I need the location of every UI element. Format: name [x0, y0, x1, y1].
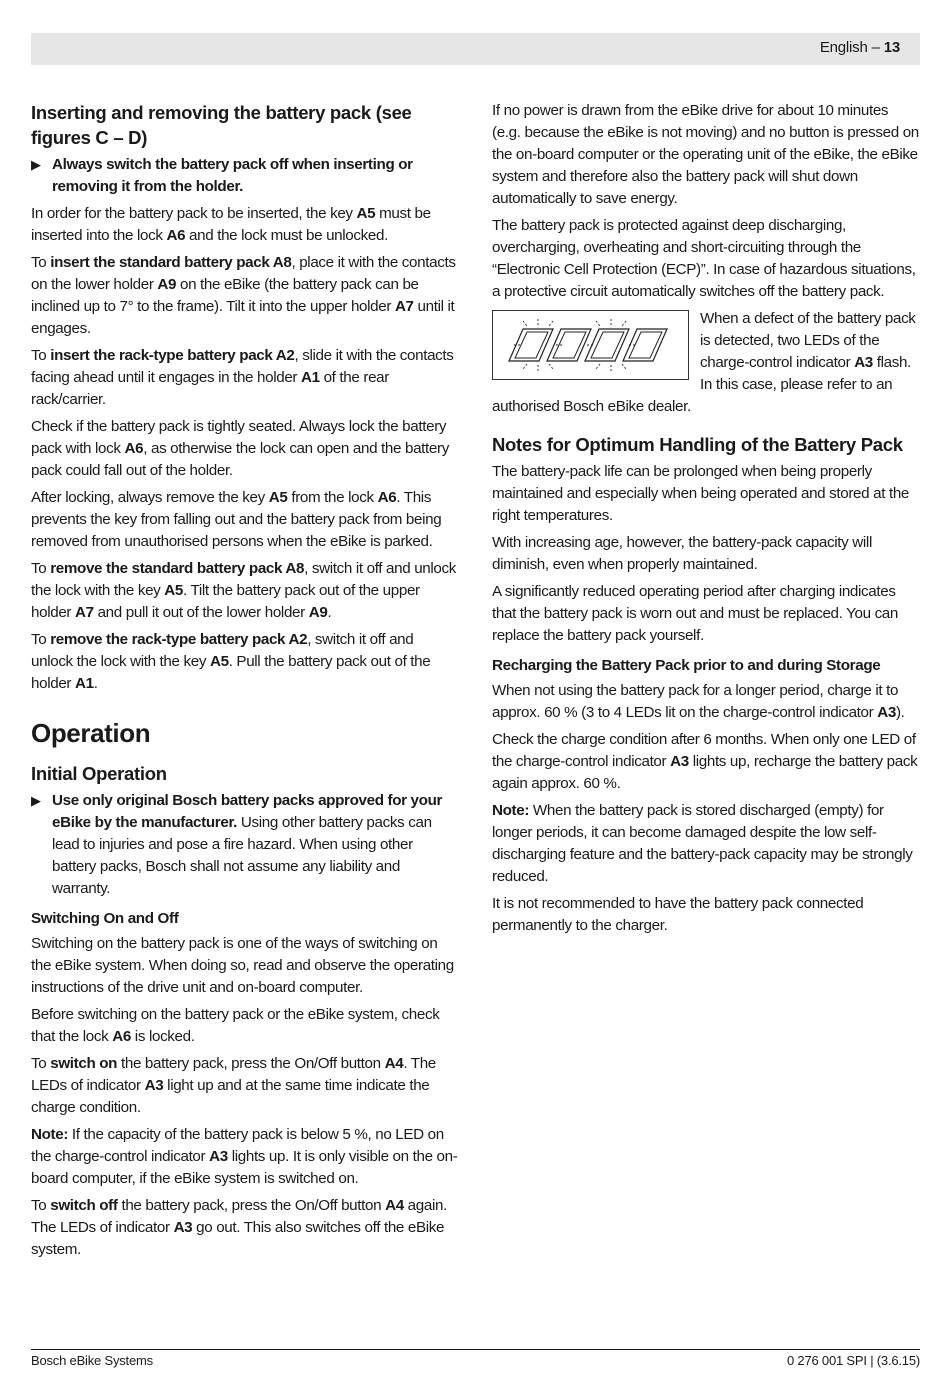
paragraph: Note: When the battery pack is stored discharged (empty) for longer periods, it can become damaged despite the low self-discharging feature and the battery-pack capacity may be strongly reduced. [492, 802, 913, 885]
subsection-title-recharging: Recharging the Battery Pack prior to and during Storage [492, 657, 881, 674]
section-title-inserting: Inserting and removing the battery pack (see figures C – D) [31, 102, 412, 148]
footer-divider [31, 1349, 920, 1350]
paragraph: After locking, always remove the key A5 from the lock A6. This prevents the key from falling out and the battery pack from being removed from unauthorised persons when the eBike is parked. [31, 489, 442, 550]
paragraph: Before switching on the battery pack or the eBike system, check that the lock A6 is locked. [31, 1006, 440, 1045]
page-header-bar [31, 33, 920, 65]
triangle-bullet-icon: ▶ [31, 157, 41, 172]
footer-brand: Bosch eBike Systems [31, 1353, 153, 1368]
paragraph: A significantly reduced operating period after charging indicates that the battery pack is worn out and must be replaced. You can replace the battery pack yourself. [492, 583, 899, 644]
section-title-initial-operation: Initial Operation [31, 763, 167, 784]
paragraph: In order for the battery pack to be inserted, the key A5 must be inserted into the lock A6 and the lock must be unlocked. [31, 205, 431, 244]
paragraph: The battery pack is protected against deep discharging, overcharging, overheating and short-circuiting through the “Electronic Cell Protection (ECP)”. In case of hazardous situations, a protective circuit automatically switches off the battery pack. [492, 217, 916, 300]
chapter-title-operation: Operation [31, 718, 151, 748]
paragraph: Switching on the battery pack is one of the ways of switching on the eBike system. When doing so, read and observe the operating instructions of the drive unit and on-board computer. [31, 935, 454, 996]
paragraph: To insert the standard battery pack A8, place it with the contacts on the lower holder A9 on the eBike (the battery pack can be inclined up to 7° to the frame). Tilt it into the upper holder A7 until it engages. [31, 254, 456, 337]
footer-doc-id: 0 276 001 SPI | (3.6.15) [786, 1353, 920, 1368]
page-number-label: English – 13 [819, 39, 900, 56]
left-column [31, 100, 459, 1266]
paragraph: Note: If the capacity of the battery pack is below 5 %, no LED on the charge-control indicator A3 lights up. It is only visible on the on-board computer, if the eBike system is switched on. [31, 1126, 458, 1187]
warning-switch-off: ▶ Always switch the battery pack off when inserting or removing it from the holder. [31, 156, 413, 195]
paragraph: With increasing age, however, the battery-pack capacity will diminish, even when properly maintained. [492, 534, 872, 573]
triangle-bullet-icon: ▶ [31, 793, 41, 808]
subsection-title-switching: Switching On and Off [31, 910, 179, 927]
right-column [492, 100, 920, 942]
led-figure-block [492, 308, 920, 418]
paragraph: The battery-pack life can be prolonged when being properly maintained and especially when being operated and stored at the right temperatures. [492, 463, 910, 524]
section-title-notes: Notes for Optimum Handling of the Battery Pack [492, 434, 903, 455]
paragraph: If no power is drawn from the eBike drive for about 10 minutes (e.g. because the eBike is not moving) and no button is pressed on the on-board computer or the operating unit of the eBike, the eBike system and therefore also the battery pack will shut down automatically to save energy. [492, 102, 919, 207]
paragraph: To switch off the battery pack, press the On/Off button A4 again. The LEDs of indicator A3 go out. This also switches off the eBike system. [31, 1197, 447, 1258]
paragraph: Check if the battery pack is tightly seated. Always lock the battery pack with lock A6, as otherwise the lock can open and the battery pack could fall out of the holder. [31, 418, 449, 479]
charge-indicator-figure [492, 310, 689, 380]
led-defect-text: When a defect of the battery pack is detected, two LEDs of the charge-control indicator A3 flash. In this case, please refer to an authorised Bosch eBike dealer. [492, 310, 916, 415]
paragraph: It is not recommended to have the battery pack connected permanently to the charger. [492, 895, 864, 934]
paragraph: To insert the rack-type battery pack A2, slide it with the contacts facing ahead until it engages in the holder A1 of the rear rack/carrier. [31, 347, 454, 408]
warning-original-batteries: ▶ Use only original Bosch battery packs approved for your eBike by the manufacturer. Using other battery packs can lead to injuries and pose a fire hazard. When using other battery packs, Bosch shall not assume any liability and warranty. [31, 792, 443, 897]
paragraph: Check the charge condition after 6 months. When only one LED of the charge-control indicator A3 lights up, recharge the battery pack again approx. 60 %. [492, 731, 918, 792]
paragraph: To remove the rack-type battery pack A2, switch it off and unlock the lock with the key A5. Pull the battery pack out of the holder A1. [31, 631, 431, 692]
paragraph: To switch on the battery pack, press the On/Off button A4. The LEDs of indicator A3 light up and at the same time indicate the charge condition. [31, 1055, 436, 1116]
paragraph: To remove the standard battery pack A8, switch it off and unlock the lock with the key A5. Tilt the battery pack out of the upper holder A7 and pull it out of the lower holder A9. [31, 560, 456, 621]
paragraph: When not using the battery pack for a longer period, charge it to approx. 60 % (3 to 4 LEDs lit on the charge-control indicator A3). [492, 682, 905, 721]
flashing-leds-icon [493, 311, 688, 379]
